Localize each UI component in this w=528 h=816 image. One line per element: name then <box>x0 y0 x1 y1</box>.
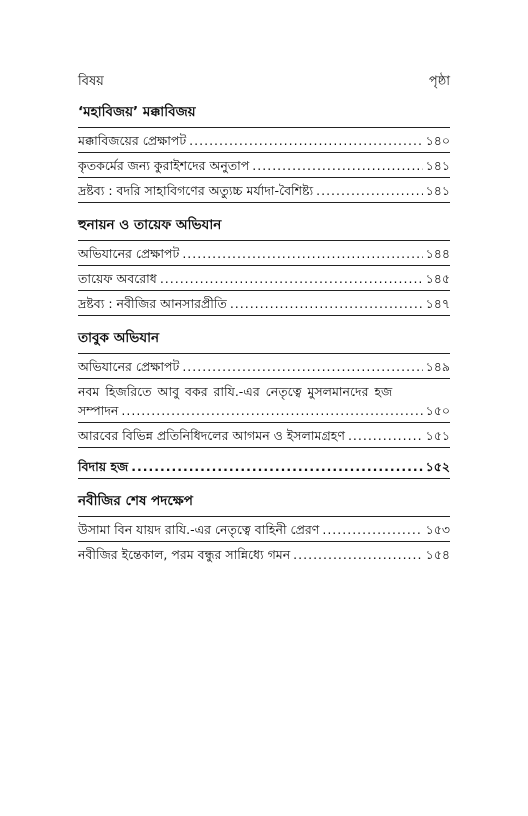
entry-page-number: ১৫৩ <box>425 522 450 537</box>
entry-text: উসামা বিন যায়দ রাযি.-এর নেতৃত্বে বাহিনী প্রেরণ <box>78 522 320 537</box>
entry-text: দ্রষ্টব্য : বদরি সাহাবিগণের অত্যুচ্চ মর্যাদা-বৈশিষ্ট্য <box>78 183 314 198</box>
leader-dots <box>322 520 422 539</box>
toc-entry-bidai-hajj[interactable] <box>78 454 450 479</box>
entry-text: তায়েফ অবরোধ <box>78 271 157 286</box>
leader-dots <box>131 457 422 476</box>
toc-entry[interactable] <box>78 517 450 542</box>
leader-dots <box>182 244 422 263</box>
entry-text: অভিযানের প্রেক্ষাপট <box>78 246 180 261</box>
toc-entry[interactable] <box>78 178 450 203</box>
toc-header <box>78 72 450 96</box>
entry-page-number: ১৪১ <box>425 158 450 173</box>
toc-entry[interactable] <box>78 266 450 291</box>
leader-dots <box>252 156 422 175</box>
toc-entry[interactable] <box>78 542 450 566</box>
toc-entry[interactable] <box>78 423 450 448</box>
section-title-makka-bijay: ‘মহাবিজয়’ মক্কাবিজয় <box>78 97 450 128</box>
entry-text: অভিযানের প্রেক্ষাপট <box>78 359 180 374</box>
leader-dots <box>121 402 422 420</box>
leader-dots <box>189 131 422 150</box>
entry-text: দ্রষ্টব্য : নবীজির আনসারপ্রীতি <box>78 296 227 311</box>
section-title-bidai-hajj: বিদায় হজ <box>78 459 129 474</box>
subject-column-label: বিষয় <box>78 74 104 89</box>
toc-entry[interactable] <box>78 291 450 316</box>
entry-text-continued: সম্পাদন <box>78 403 119 418</box>
entry-text: আরবের বিভিন্ন প্রতিনিধিদলের আগমন ও ইসলামগ্রহণ <box>78 428 345 443</box>
leader-dots <box>160 269 423 288</box>
entry-text: কৃতকর্মের জন্য কুরাইশদের অনুতাপ <box>78 158 250 173</box>
entry-page-number: ১৫২ <box>425 459 450 474</box>
entry-page-number: ১৪১ <box>425 183 450 198</box>
toc-entry[interactable] <box>78 153 450 178</box>
entry-page-number: ১৪৯ <box>425 359 450 374</box>
entry-text: নবীজির ইন্তেকাল, পরম বন্ধুর সান্নিধ্যে গমন <box>78 547 291 562</box>
leader-dots <box>230 294 423 313</box>
leader-dots <box>182 357 422 376</box>
toc-entry[interactable] <box>78 128 450 153</box>
section-title-last-steps: নবীজির শেষ পদক্ষেপ <box>78 486 450 517</box>
table-of-contents <box>78 72 450 566</box>
toc-entry[interactable] <box>78 379 450 423</box>
section-title-hunain-taif: হুনায়ন ও তায়েফ অভিযান <box>78 210 450 241</box>
section-title-tabuk: তাবুক অভিযান <box>78 323 450 354</box>
entry-page-number: ১৪০ <box>425 133 450 148</box>
toc-entry[interactable] <box>78 354 450 379</box>
entry-page-number: ১৫৪ <box>425 547 450 562</box>
toc-entry[interactable] <box>78 241 450 266</box>
leader-dots <box>348 426 423 445</box>
leader-dots <box>316 181 423 200</box>
entry-page-number: ১৫০ <box>425 403 450 418</box>
entry-text: মক্কাবিজয়ের প্রেক্ষাপট <box>78 133 187 148</box>
entry-text: নবম হিজরিতে আবু বকর রাযি.-এর নেতৃত্বে মুসলমানদের হজ <box>78 384 393 399</box>
entry-page-number: ১৪৫ <box>425 271 450 286</box>
page-column-label: পৃষ্ঠা <box>428 74 450 89</box>
entry-page-number: ১৪৪ <box>425 246 450 261</box>
leader-dots <box>293 545 422 564</box>
entry-page-number: ১৪৭ <box>425 296 450 311</box>
entry-page-number: ১৫১ <box>425 428 450 443</box>
